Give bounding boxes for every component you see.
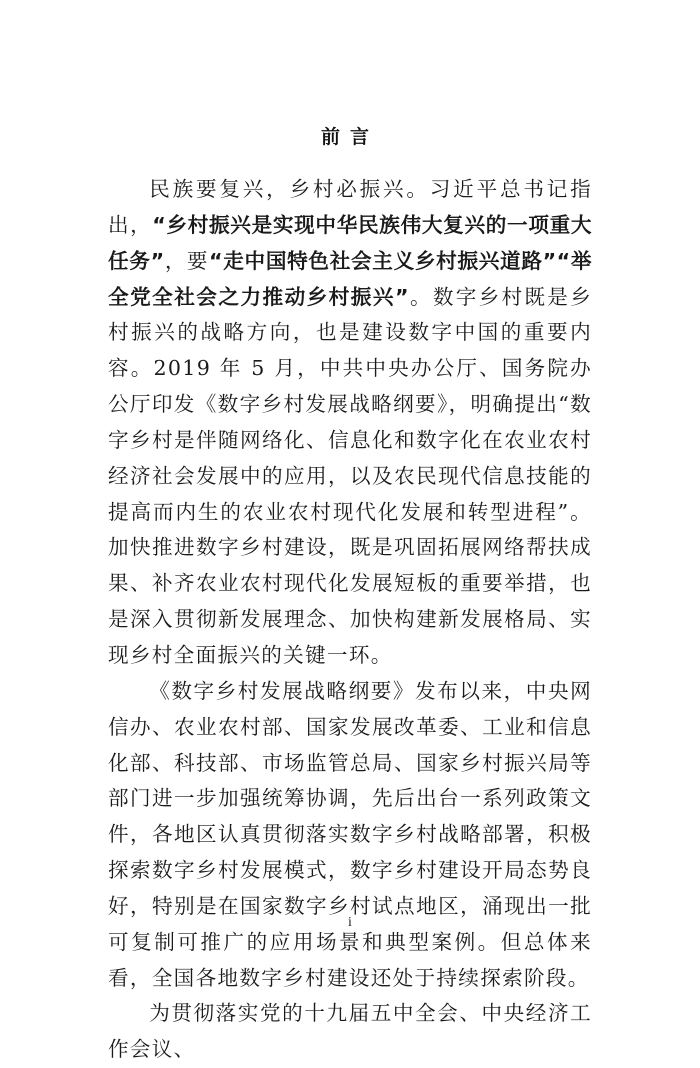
paragraph-2-text: 《数字乡村发展战略纲要》发布以来，中央网信办、农业农村部、国家发展改革委、工业和信息化部、科技部、市场监管总局、国家乡村振兴局等部门进一步加强统筹协调，先后出台一系列政策文件，各地区认真贯彻落实数字乡村战略部署，积极探索数字乡村发展模式，数字乡村建设开局态势良好，特别是在国家数字乡村试点地区，涌现出一批可复制可推广的应用场景和典型案例。但总体来看，全国各地数字乡村建设还处于持续探索阶段。 [108,678,592,990]
page-number: i [348,915,352,930]
paragraph-2 [108,674,592,997]
paragraph-3-text: 为贯彻落实党的十九届五中全会、中央经济工作会议、 [108,1001,592,1062]
quote-rural-revitalization: “乡村振兴是实现中华民族伟大复兴的一项重大任务” [108,212,592,273]
body-text [108,172,592,1068]
paragraph-3 [108,996,592,1068]
paragraph-1-text: 。数字乡村既是乡村振兴的战略方向，也是建设数字中国的重要内容。2019 年 5 月，中共中央办公厅、国务院办公厅印发《数字乡村发展战略纲要》，明确提出“数字乡村是伴随网络化、信息化和数字化在农业农村经济社会发展中的应用，以及农民现代信息技能的提高而内生的农业农村现代化发展和转型进程”。加快推进数字乡村建设，既是巩固拓展网络帮扶成果、补齐农业农村现代化发展短板的重要举措，也是深入贯彻新发展理念、加快构建新发展格局、实现乡村全面振兴的关键一环。 [108,284,592,667]
paragraph-1-text: 民族要复兴，乡村必振兴。习近平总书记指出， [108,177,592,237]
quote-socialist-path: “走中国特色社会主义乡村振兴道路”“举全党全社会之力推动乡村振兴” [108,248,592,309]
paragraph-1 [108,172,592,674]
paragraph-1-text: ，要 [164,248,210,273]
page-title: 前言 [320,126,379,148]
